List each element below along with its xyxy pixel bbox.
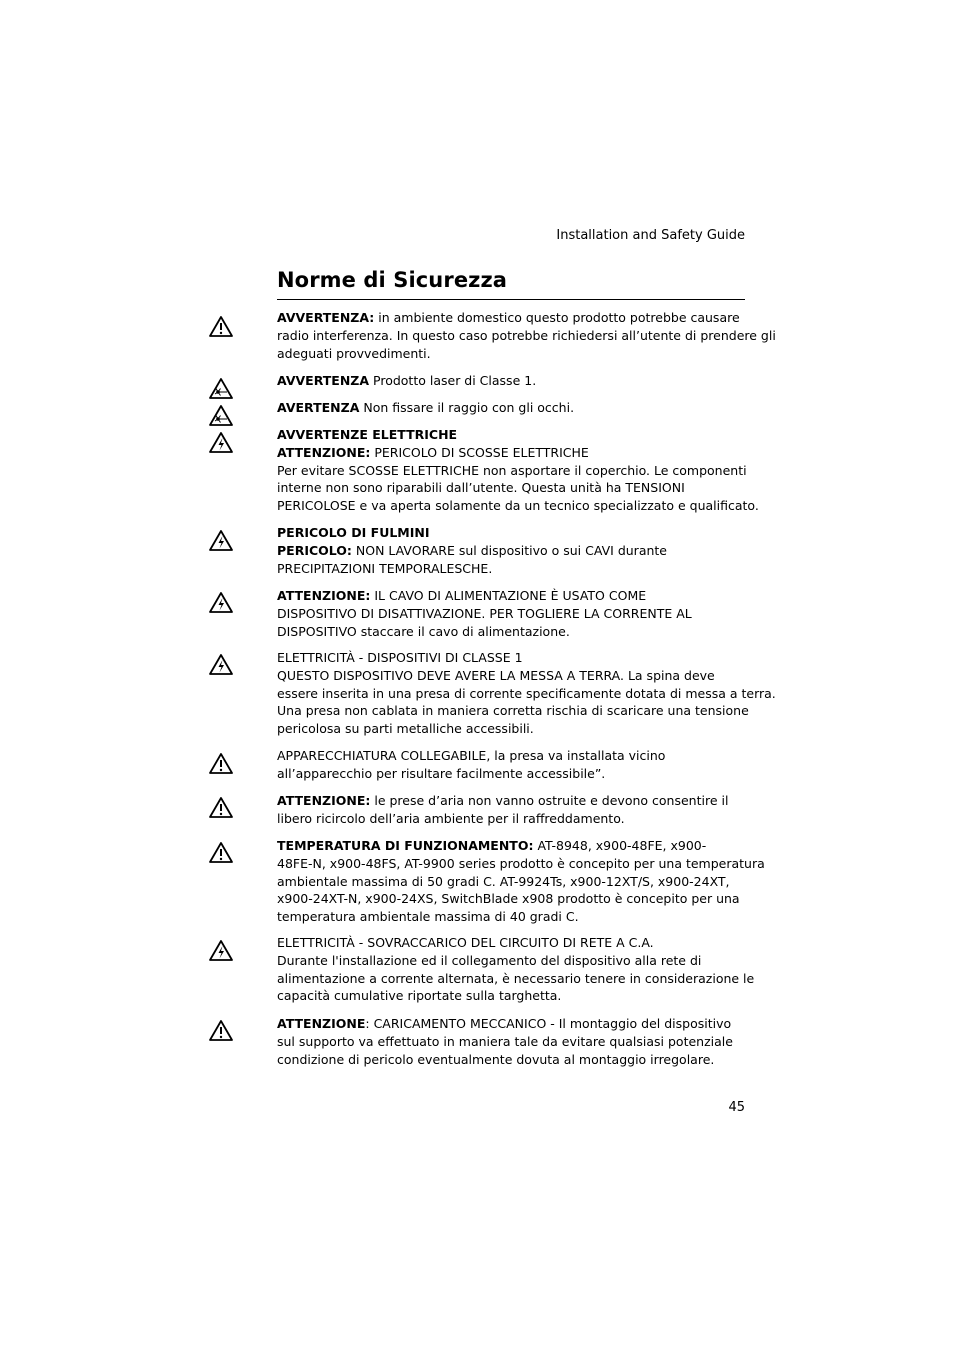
text-line: [277, 1051, 745, 1069]
bold-label: PERICOLO:: [277, 542, 352, 558]
text-run: Durante l'installazione ed il collegamento del dispositivo alla rete di: [277, 952, 702, 968]
text-line: [277, 1033, 745, 1051]
bold-label: ATTENZIONE:: [277, 793, 371, 808]
text-line: [277, 702, 749, 720]
text-run: APPARECCHIATURA COLLEGABILE, la presa va installata vicino: [277, 748, 666, 763]
text-line: [277, 685, 776, 703]
warning-triangle-icon: [208, 841, 234, 864]
text-run: DISPOSITIVO DI DISATTIVAZIONE. PER TOGLIERE LA CORRENTE AL: [277, 605, 692, 621]
text-line: [277, 309, 745, 327]
text-line: [277, 345, 745, 363]
text-run: radio interferenza. In questo caso potrebbe richiedersi all’utente di prendere gli: [277, 327, 776, 343]
text-run: Prodotto laser di Classe 1.: [369, 373, 537, 388]
section-sovraccarico-circuito: [277, 934, 755, 1005]
section-laser-classe-1: [277, 372, 745, 390]
section-avvertenze-elettriche: [277, 426, 759, 515]
text-run: condizione di pericolo eventualmente dovuta al montaggio irregolare.: [277, 1051, 715, 1067]
section-apparecchiatura-collegabile: [277, 747, 745, 783]
text-line: [277, 462, 745, 480]
text-run: Per evitare SCOSSE ELETTRICHE non asportare il coperchio. Le componenti: [277, 462, 747, 478]
electrical-hazard-icon: [208, 591, 234, 614]
text-run: IL CAVO DI ALIMENTAZIONE È USATO COME: [370, 588, 647, 603]
text-run: alimentazione a corrente alternata, è necessario tenere in considerazione le: [277, 970, 755, 986]
electrical-hazard-icon: [208, 529, 234, 552]
text-line: [277, 605, 745, 623]
text-run: pericolosa su parti metalliche accessibili.: [277, 721, 534, 737]
text-line: [277, 720, 745, 738]
text-run: temperatura ambientale massima di 40 gradi C.: [277, 909, 579, 925]
text-line: [277, 444, 745, 462]
text-line: [277, 987, 745, 1005]
text-run: le prese d’aria non vanno ostruite e devono consentire il: [370, 793, 729, 808]
text-line: [277, 765, 745, 783]
section-caricamento-meccanico: [277, 1015, 745, 1068]
bold-label: AVVERTENZA:: [277, 310, 375, 325]
text-line: [277, 426, 745, 444]
text-line: [277, 560, 745, 578]
title-rule: [277, 299, 745, 300]
electrical-hazard-icon: [208, 431, 234, 454]
text-run: essere inserita in una presa di corrente specificamente dotata di messa a terra.: [277, 685, 776, 701]
section-dispositivi-classe-1: [277, 649, 776, 738]
text-run: ELETTRICITÀ - SOVRACCARICO DEL CIRCUITO DI RETE A C.A.: [277, 935, 654, 950]
text-run: x900-24XT-N, x900-24XS, SwitchBlade x908 prodotto è concepito per una: [277, 891, 740, 907]
text-line: [277, 542, 745, 560]
text-run: in ambiente domestico questo prodotto potrebbe causare: [374, 310, 740, 325]
warning-triangle-icon: [208, 752, 234, 775]
text-line: [277, 587, 745, 605]
text-run: NON LAVORARE sul dispositivo o sui CAVI durante: [351, 542, 667, 558]
bold-label: ATTENZIONE: [277, 1016, 366, 1031]
electrical-hazard-icon: [208, 939, 234, 962]
text-line: [277, 524, 745, 542]
text-run: capacità cumulative riportate sulla targhetta.: [277, 988, 562, 1004]
text-line: [277, 747, 745, 765]
laser-warning-icon: [208, 377, 234, 400]
section-temperatura-funzionamento: [277, 837, 765, 926]
text-line: [277, 623, 745, 641]
bold-label: AVVERTENZE ELETTRICHE: [277, 427, 458, 442]
text-line: [277, 855, 765, 873]
text-run: adeguati provvedimenti.: [277, 345, 431, 361]
text-line: [277, 327, 776, 345]
electrical-hazard-icon: [208, 653, 234, 676]
warning-triangle-icon: [208, 315, 234, 338]
text-line: [277, 399, 745, 417]
text-line: [277, 934, 745, 952]
text-run: Una presa non cablata in maniera corretta rischia di scaricare una tensione: [277, 703, 749, 719]
text-line: [277, 810, 745, 828]
text-line: [277, 837, 745, 855]
text-run: all’apparecchio per risultare facilmente accessibile”.: [277, 765, 606, 781]
bold-label: TEMPERATURA DI FUNZIONAMENTO:: [277, 838, 534, 853]
bold-label: PERICOLO DI FULMINI: [277, 525, 430, 540]
warning-triangle-icon: [208, 796, 234, 819]
text-run: Non fissare il raggio con gli occhi.: [359, 400, 575, 415]
laser-warning-icon: [208, 404, 234, 427]
text-line: [277, 479, 745, 497]
text-line: [277, 792, 745, 810]
warning-triangle-icon: [208, 1019, 234, 1042]
bold-label: AVERTENZA: [277, 400, 360, 415]
text-run: PERICOLO DI SCOSSE ELETTRICHE: [370, 444, 589, 460]
text-line: [277, 1015, 745, 1033]
text-line: [277, 667, 745, 685]
text-line: [277, 649, 745, 667]
section-prese-aria: [277, 792, 745, 828]
text-run: ambientale massima di 50 gradi C. AT-9924Ts, x900-12XT/S, x900-24XT,: [277, 873, 730, 889]
text-line: [277, 952, 745, 970]
text-run: : CARICAMENTO MECCANICO - Il montaggio del dispositivo: [365, 1016, 732, 1031]
text-run: sul supporto va effettuato in maniera tale da evitare qualsiasi potenziale: [277, 1033, 733, 1049]
section-pericolo-fulmini: [277, 524, 745, 577]
text-line: [277, 890, 745, 908]
text-run: QUESTO DISPOSITIVO DEVE AVERE LA MESSA A TERRA. La spina deve: [277, 667, 715, 683]
text-line: [277, 970, 755, 988]
text-run: DISPOSITIVO staccare il cavo di alimentazione.: [277, 623, 570, 639]
text-line: [277, 873, 745, 891]
text-run: AT-8948, x900-48FE, x900-: [533, 838, 707, 853]
bold-label: AVVERTENZA: [277, 373, 370, 388]
section-cavo-alimentazione: [277, 587, 745, 640]
bold-label: ATTENZIONE:: [277, 588, 371, 603]
text-run: PRECIPITAZIONI TEMPORALESCHE.: [277, 560, 493, 576]
page-number: 45: [728, 1100, 745, 1115]
text-run: 48FE-N, x900-48FS, AT-9900 series prodotto è concepito per una temperatura: [277, 855, 765, 871]
text-line: [277, 497, 759, 515]
section-non-fissare-raggio: [277, 399, 745, 417]
text-line: [277, 908, 745, 926]
running-header: Installation and Safety Guide: [556, 228, 745, 243]
text-run: ELETTRICITÀ - DISPOSITIVI DI CLASSE 1: [277, 650, 523, 665]
page-title: Norme di Sicurezza: [277, 268, 508, 292]
bold-label: ATTENZIONE:: [277, 444, 371, 460]
section-avvertenza-radio: [277, 309, 776, 362]
text-line: [277, 372, 745, 390]
text-run: interne non sono riparabili dall’utente. Questa unità ha TENSIONI: [277, 480, 685, 496]
text-run: PERICOLOSE e va aperta solamente da un tecnico specializzato e qualificato.: [277, 498, 759, 514]
text-run: libero ricircolo dell’aria ambiente per il raffreddamento.: [277, 810, 625, 826]
